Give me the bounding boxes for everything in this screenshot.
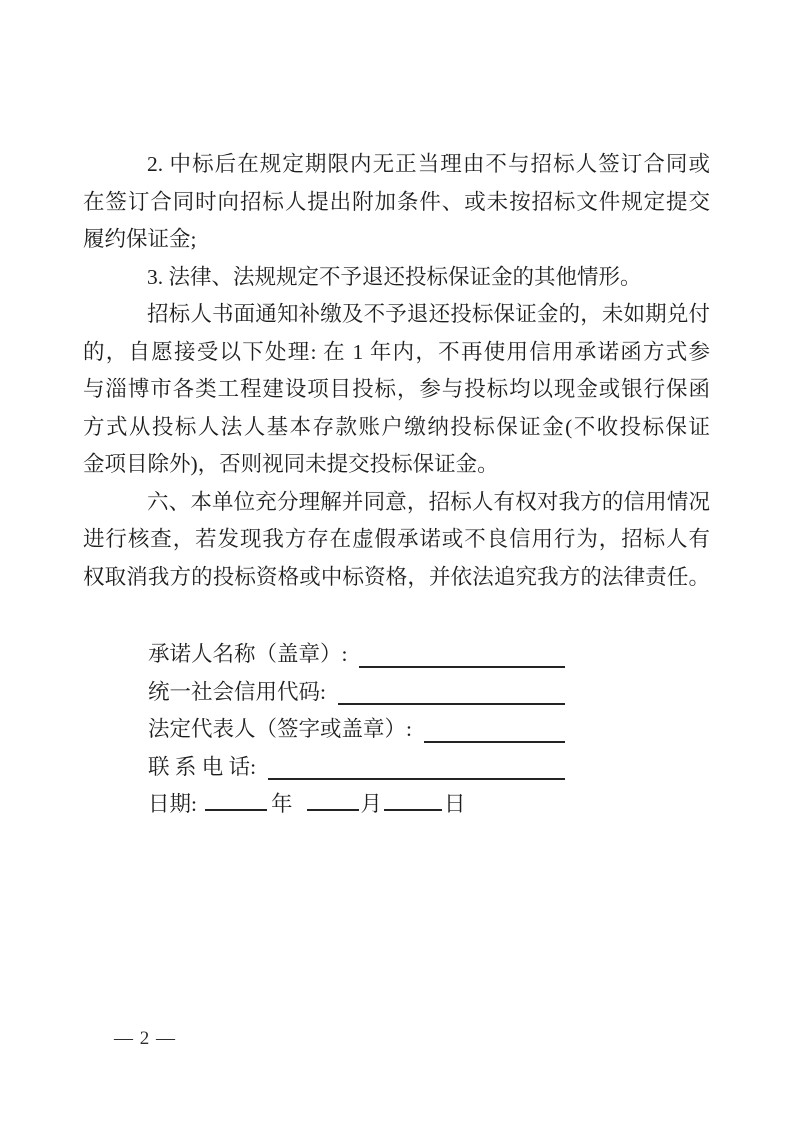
body-line: 与淄博市各类工程建设项目投标，参与投标均以现金或银行保函 <box>83 377 710 401</box>
body-line: 方式从投标人法人基本存款账户缴纳投标保证金(不收投标保证 <box>83 414 710 439</box>
body-line: 金项目除外)，否则视同未提交投标保证金。 <box>83 452 499 476</box>
body-line: 2. 中标后在规定期限内无正当理由不与招标人签订合同或 <box>147 152 710 176</box>
credit-code-blank-line <box>338 674 565 706</box>
body-line: 3. 法律、法规规定不予退还投标保证金的其他情形。 <box>147 264 642 289</box>
legal-representative-blank-line <box>424 711 565 743</box>
signature-row-promisor-name <box>148 636 565 674</box>
signature-block <box>148 636 565 824</box>
phone-label: 联 系 电 话: <box>148 754 257 779</box>
document-body <box>83 146 710 824</box>
date-year-blank-line <box>205 807 267 811</box>
page-number: — 2 — <box>114 1028 176 1049</box>
signature-row-phone <box>148 749 565 787</box>
date-day-blank-line <box>384 807 442 811</box>
credit-code-label: 统一社会信用代码: <box>148 679 326 704</box>
date-year-unit: 年 <box>270 792 293 816</box>
signature-row-credit-code <box>148 674 565 712</box>
promisor-name-blank-line <box>359 636 565 668</box>
date-month-unit: 月 <box>360 792 383 816</box>
legal-representative-label: 法定代表人（签字或盖章）: <box>148 717 412 741</box>
date-month-blank-line <box>307 807 359 811</box>
promisor-name-label: 承诺人名称（盖章）: <box>148 642 348 666</box>
signature-row-legal-representative <box>148 711 565 749</box>
body-line: 履约保证金; <box>83 227 197 251</box>
date-day-unit: 日 <box>444 792 466 816</box>
body-line: 权取消我方的投标资格或中标资格，并依法追究我方的法律责任。 <box>83 564 710 589</box>
date-label: 日期: <box>148 792 197 816</box>
body-line: 在签订合同时向招标人提出附加条件、或未按招标文件规定提交 <box>83 189 710 214</box>
phone-blank-line <box>268 749 565 781</box>
body-line: 进行核查，若发现我方存在虚假承诺或不良信用行为，招标人有 <box>83 527 710 551</box>
body-line: 的，自愿接受以下处理: 在 1 年内，不再使用信用承诺函方式参 <box>83 339 710 364</box>
signature-row-date <box>148 786 565 824</box>
body-line: 六、本单位充分理解并同意，招标人有权对我方的信用情况 <box>147 489 710 514</box>
body-line: 招标人书面通知补缴及不予退还投标保证金的，未如期兑付 <box>147 302 710 326</box>
